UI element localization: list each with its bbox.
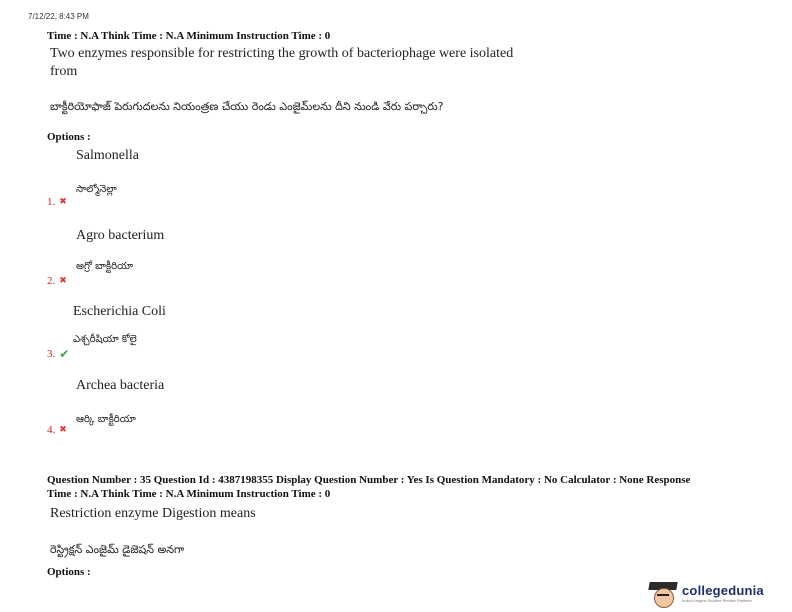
cross-icon: ✖ <box>59 425 67 435</box>
option-number: 3. <box>47 348 56 360</box>
option-4-text: Archea bacteria <box>76 378 165 393</box>
mascot-icon <box>648 580 678 606</box>
question-text-line-1: Two enzymes responsible for restricting the growth of bacteriophage were isolated <box>50 46 514 61</box>
question-35-options-label: Options : <box>47 566 91 578</box>
option-number: 4. <box>47 424 56 436</box>
question-35-meta-line-1: Question Number : 35 Question Id : 4387198355 Display Question Number : Yes Is Question Mandatory : No Calculator : None Response <box>47 474 691 486</box>
option-3-text: Escherichia Coli <box>73 304 166 319</box>
option-2-telugu: అగ్రో బాక్టీరియా <box>76 261 134 272</box>
option-number: 2. <box>47 275 56 287</box>
option-3-telugu: ఎశ్చరీషియా కోలై <box>73 334 137 345</box>
option-4-telugu: ఆర్కి బాక్టీరియా <box>76 414 136 425</box>
question-text-line-2: from <box>50 64 78 79</box>
cross-icon: ✖ <box>59 276 67 286</box>
option-3-marker <box>47 347 69 361</box>
question-telugu-text: బాక్టీరియోఫాజ్ పెరుగుదలను నియంత్రణ చేయు రెండు ఎంజైమ్‌లను దీని నుండి వేరు పర్చారు? <box>50 100 444 113</box>
brand-name: collegedunia <box>682 583 764 598</box>
option-4-marker <box>47 424 67 436</box>
cross-icon: ✖ <box>59 197 67 207</box>
collegedunia-logo <box>648 580 764 606</box>
options-label: Options : <box>47 131 91 143</box>
question-35-telugu-text: రెస్ట్రిక్షన్ ఎంజైమ్ డైజెషన్ అనగా <box>50 543 185 556</box>
option-1-marker <box>47 196 67 208</box>
question-meta: Time : N.A Think Time : N.A Minimum Instruction Time : 0 <box>47 30 331 42</box>
option-2-marker <box>47 275 67 287</box>
option-2-text: Agro bacterium <box>76 228 165 243</box>
check-icon: ✔ <box>59 347 70 361</box>
brand-tagline: India's largest Student Review Platform <box>682 598 752 603</box>
option-number: 1. <box>47 196 56 208</box>
option-1-text: Salmonella <box>76 148 139 163</box>
option-1-telugu: సాల్మోనెల్లా <box>76 184 117 195</box>
question-35-text: Restriction enzyme Digestion means <box>50 506 256 521</box>
question-35-meta-line-2: Time : N.A Think Time : N.A Minimum Instruction Time : 0 <box>47 488 331 500</box>
print-timestamp: 7/12/22, 8:43 PM <box>28 12 89 21</box>
